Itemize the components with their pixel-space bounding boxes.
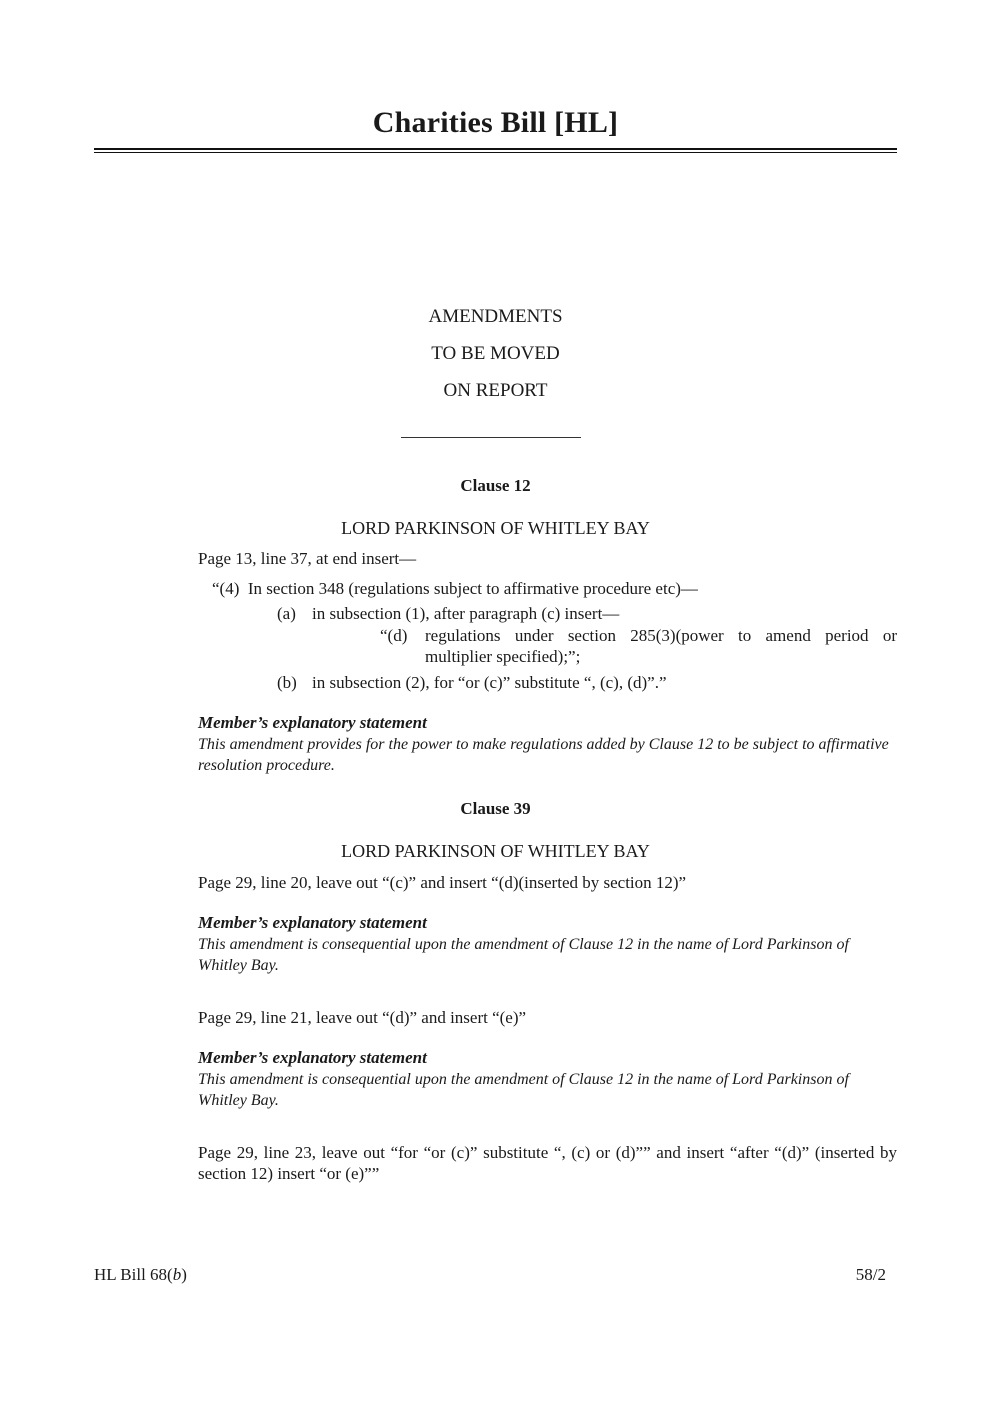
paragraph-d-text: regulations under section 285(3)(power to amend period or multiplier specified);”; [425, 626, 897, 666]
explanatory-statement-text: This amendment is consequential upon the amendment of Clause 12 in the name of Lord Parkinson of Whitley Bay. [198, 1071, 849, 1109]
title-rule-thin [94, 152, 897, 153]
subsection-4-text: “(4) In section 348 (regulations subject to affirmative procedure etc)— [212, 579, 698, 598]
bill-prefix: HL Bill 68( [94, 1265, 173, 1284]
amendment-text: Page 29, line 20, leave out “(c)” and insert “(d)(inserted by section 12)” [198, 873, 687, 892]
title-rule-thick [94, 148, 897, 150]
bill-suffix: ) [181, 1265, 187, 1284]
explanatory-statement-text: This amendment is consequential upon the amendment of Clause 12 in the name of Lord Parkinson of Whitley Bay. [198, 936, 849, 974]
amendment-text: Page 29, line 23, leave out “for “or (c)” substitute “, (c) or (d)”” and insert “after “(d)” (inserted by section 12) insert “or (e)”” [198, 1143, 897, 1183]
heading-amendments: AMENDMENTS [428, 306, 563, 327]
clause-39-heading: Clause 39 [460, 799, 531, 818]
paragraph-b-label: (b) [277, 673, 297, 692]
heading-on-report: ON REPORT [443, 380, 548, 401]
paragraph-a-text: in subsection (1), after paragraph (c) insert— [312, 604, 620, 623]
amendment-text: Page 29, line 21, leave out “(d)” and insert “(e)” [198, 1008, 527, 1027]
heading-to-be-moved: TO BE MOVED [431, 343, 560, 364]
explanatory-statement-heading: Member’s explanatory statement [198, 713, 427, 732]
paragraph-d-label: “(d) [380, 626, 408, 645]
bill-reference [94, 1265, 187, 1285]
explanatory-statement-heading: Member’s explanatory statement [198, 1048, 427, 1067]
heading-divider [401, 437, 581, 438]
explanatory-statement-text: This amendment provides for the power to make regulations added by Clause 12 to be subject to affirmative resolution procedure. [198, 736, 889, 774]
member-name: LORD PARKINSON OF WHITLEY BAY [341, 518, 650, 538]
document-title: Charities Bill [HL] [372, 106, 619, 139]
explanatory-statement-heading: Member’s explanatory statement [198, 913, 427, 932]
paragraph-a-label: (a) [277, 604, 296, 623]
amendment-instruction: Page 13, line 37, at end insert— [198, 549, 417, 568]
bill-print-letter: b [172, 1265, 182, 1284]
clause-12-heading: Clause 12 [460, 476, 531, 495]
page-reference: 58/2 [855, 1265, 886, 1284]
paragraph-b-text: in subsection (2), for “or (c)” substitute “, (c), (d)”.” [312, 673, 667, 692]
member-name: LORD PARKINSON OF WHITLEY BAY [341, 841, 650, 861]
